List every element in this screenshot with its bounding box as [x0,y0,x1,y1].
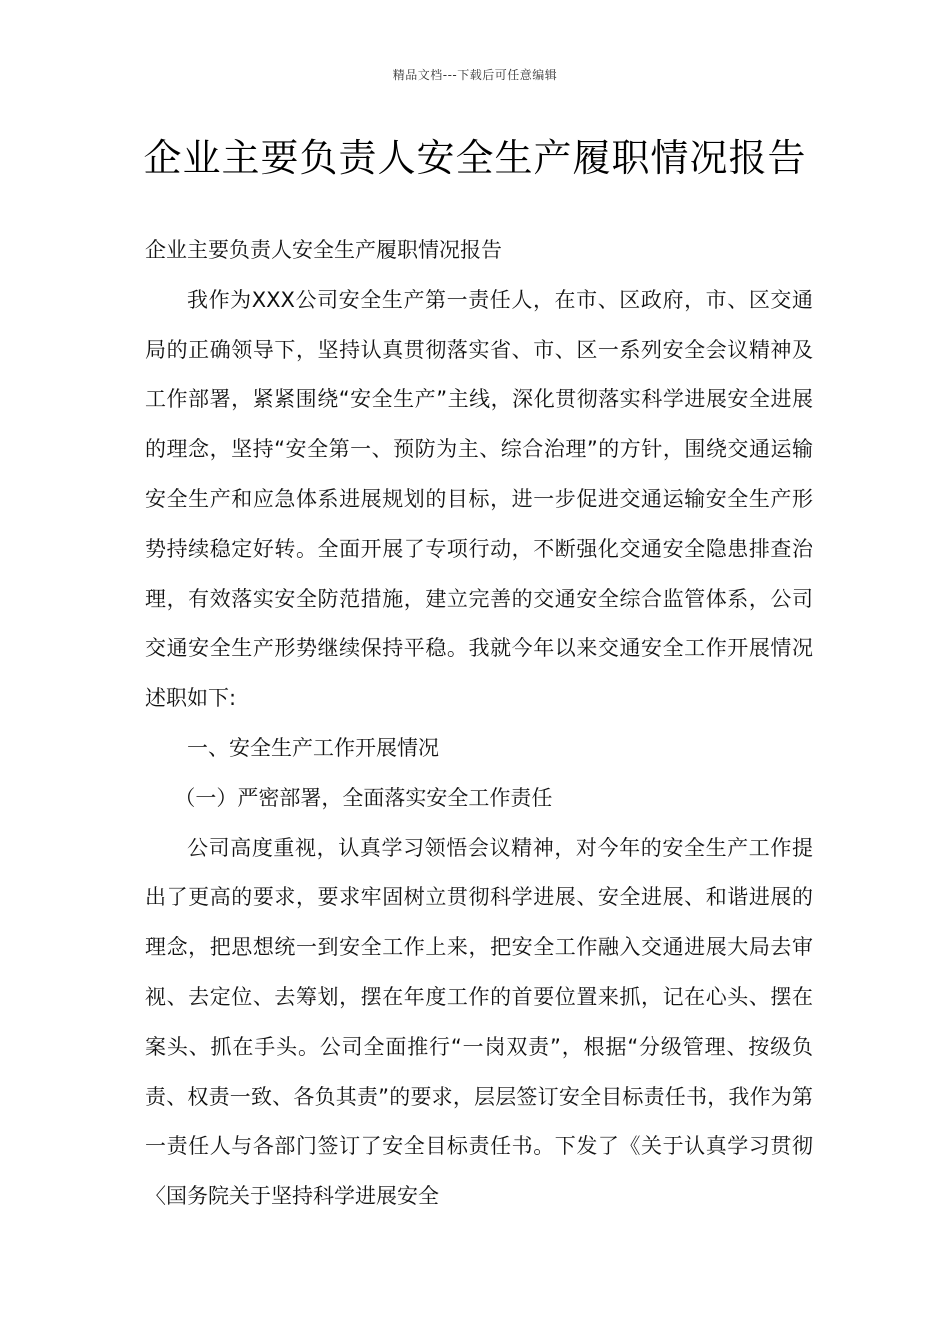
document-subtitle: 企业主要负责人安全生产履职情况报告 [145,238,502,262]
subsection-paragraph: 公司高度重视，认真学习领悟会议精神，对今年的安全生产工作提出了更高的要求，要求牢固树立贯彻科学进展、安全进展、和谐进展的理念，把思想统一到安全工作上来，把安全工作融入交通进展大局去审视、去定位、去筹划，摆在年度工作的首要位置来抓，记在心头、摆在案头、抓在手头。公司全面推行“一岗双责”，根据“分级管理、按级负责、权责一致、各负其责”的要求，层层签订安全目标责任书，我作为第一责任人与各部门签订了安全目标责任书。下发了《关于认真学习贯彻〈国务院关于坚持科学进展安全 [145,835,813,1209]
intro-paragraph: 我作为XXX公司安全生产第一责任人，在市、区政府，市、区交通局的正确领导下，坚持认真贯彻落实省、市、区一系列安全会议精神及工作部署，紧紧围绕“安全生产”主线，深化贯彻落实科学进展安全进展的理念，坚持“安全第一、预防为主、综合治理”的方针，围绕交通运输安全生产和应急体系进展规划的目标，进一步促进交通运输安全生产形势持续稳定好转。全面开展了专项行动，不断强化交通安全隐患排查治理，有效落实安全防范措施，建立完善的交通安全综合监管体系，公司交通安全生产形势继续保持平稳。我就今年以来交通安全工作开展情况述职如下: [145,287,813,711]
header-note: 精品文档---下载后可任意编辑 [392,68,558,82]
section-heading: 一、安全生产工作开展情况 [187,735,439,760]
page-title: 企业主要负责人安全生产履职情况报告 [143,136,807,180]
subsection-heading: （一）严密部署，全面落实安全工作责任 [174,785,553,810]
document-body [145,226,813,1222]
